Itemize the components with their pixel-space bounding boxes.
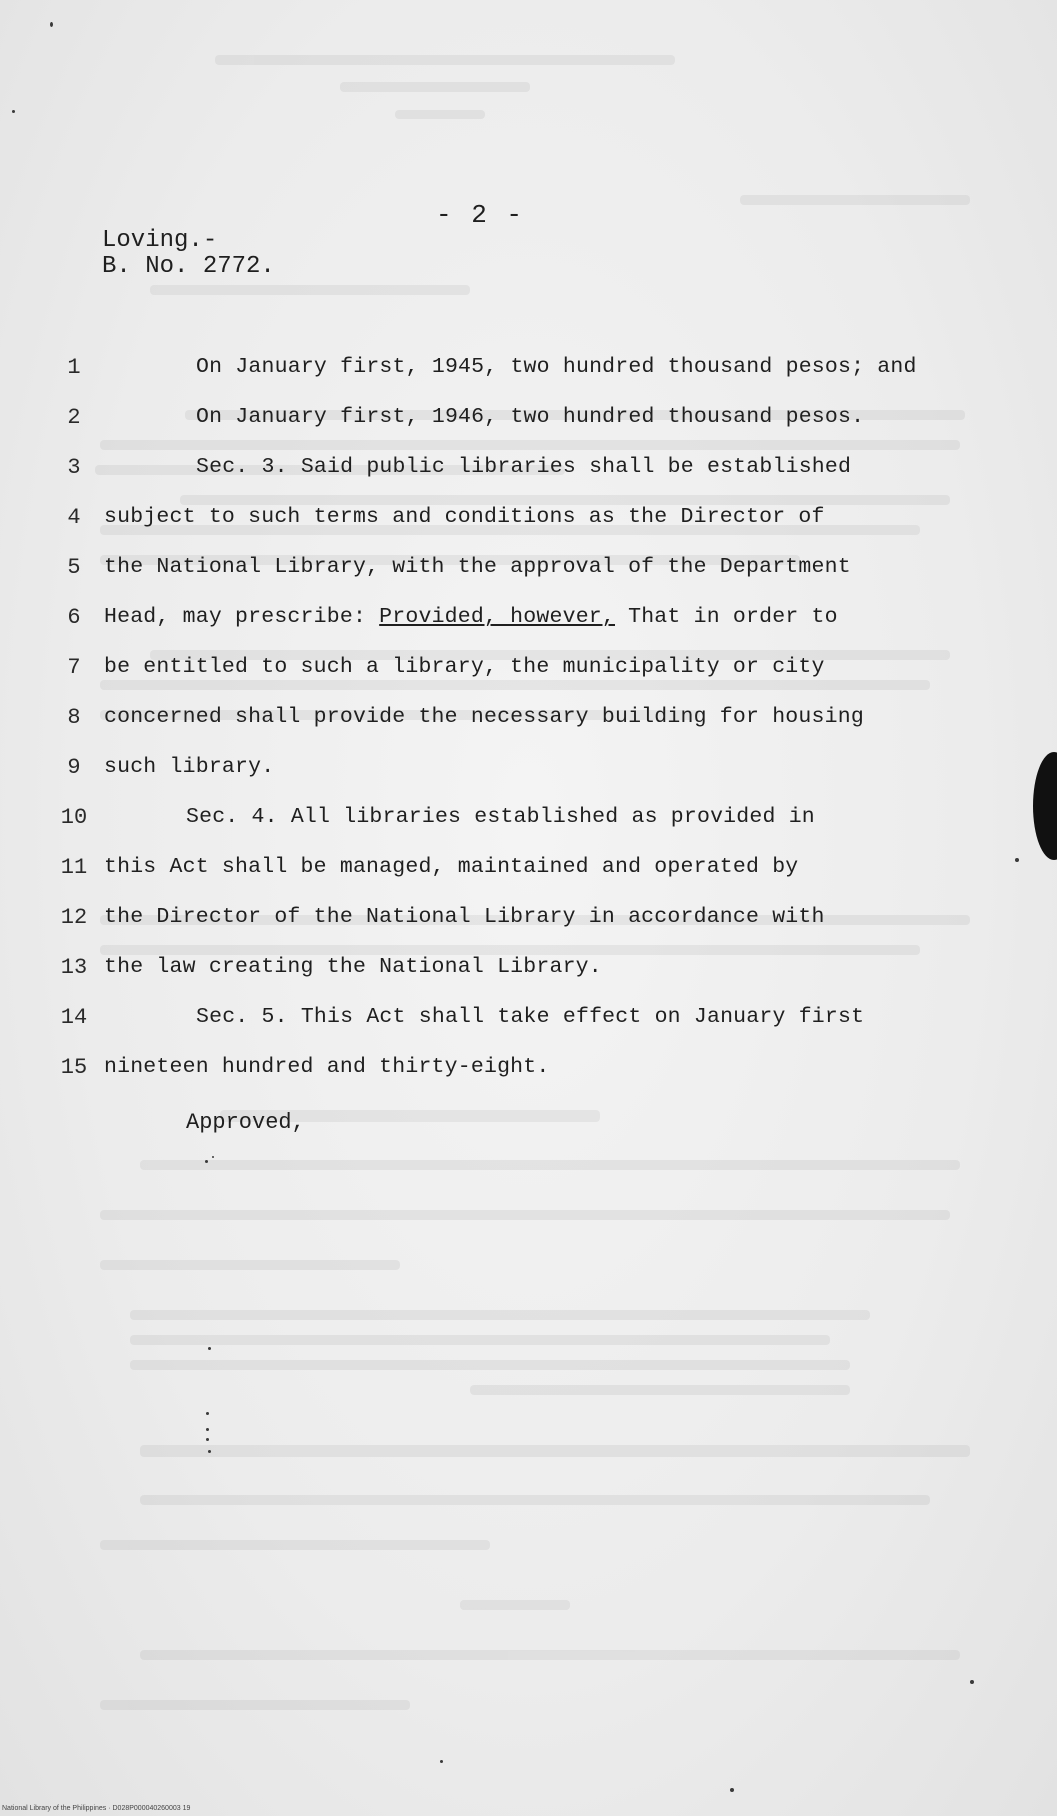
text-line	[0, 755, 1057, 795]
line-text: Sec. 3. Said public libraries shall be established	[196, 455, 852, 479]
text-line	[0, 955, 1057, 995]
speck	[206, 1428, 209, 1431]
line-number: 5	[67, 555, 81, 580]
speck	[730, 1788, 734, 1792]
text-line	[0, 555, 1057, 595]
line-text: On January first, 1946, two hundred thousand pesos.	[196, 405, 865, 429]
line-number: 9	[67, 755, 81, 780]
text-line	[0, 705, 1057, 745]
line-text: subject to such terms and conditions as the Director of	[104, 505, 825, 529]
line-number: 11	[60, 855, 88, 880]
line-text: nineteen hundred and thirty-eight.	[104, 1055, 550, 1079]
line-text: such library.	[104, 755, 275, 779]
line-text: the National Library, with the approval of the Department	[104, 555, 851, 579]
text-line	[0, 855, 1057, 895]
line-number: 8	[67, 705, 81, 730]
line-text: concerned shall provide the necessary building for housing	[104, 705, 864, 729]
text-line	[0, 605, 1057, 645]
line-text: the Director of the National Library in accordance with	[104, 905, 825, 929]
line-text: Head, may prescribe: Provided, however, That in order to	[104, 605, 838, 629]
archive-footer: National Library of the Philippines · D028P000040260003 19	[2, 1805, 191, 1812]
line-text: Sec. 5. This Act shall take effect on January first	[196, 1005, 865, 1029]
line-number: 13	[60, 955, 88, 980]
line-number: 2	[67, 405, 81, 430]
approved-closing: Approved,	[186, 1110, 305, 1135]
text-line	[0, 655, 1057, 695]
speck	[205, 1160, 208, 1163]
author-line: Loving.-	[102, 227, 218, 254]
line-number: 1	[67, 355, 81, 380]
line-number: 15	[60, 1055, 88, 1080]
speck	[440, 1760, 443, 1763]
line-text: the law creating the National Library.	[104, 955, 602, 979]
line-number: 10	[60, 805, 88, 830]
speck	[1015, 858, 1019, 862]
line-text: this Act shall be managed, maintained and operated by	[104, 855, 799, 879]
text-line	[0, 905, 1057, 945]
text-line	[0, 805, 1057, 845]
text-line	[0, 1005, 1057, 1045]
speck	[50, 22, 53, 27]
page-number: - 2 -	[436, 200, 525, 230]
line-number: 3	[67, 455, 81, 480]
text-line	[0, 355, 1057, 395]
text-line	[0, 1055, 1057, 1095]
text-line	[0, 405, 1057, 445]
line-text: Sec. 4. All libraries established as provided in	[186, 805, 815, 829]
line-text: On January first, 1945, two hundred thousand pesos; and	[196, 355, 917, 379]
speck	[12, 110, 15, 113]
bill-reference	[102, 228, 275, 280]
text-line	[0, 455, 1057, 495]
speck	[206, 1412, 209, 1415]
speck	[208, 1450, 211, 1453]
text-line	[0, 505, 1057, 545]
speck	[970, 1680, 974, 1684]
line-number: 12	[60, 905, 88, 930]
speck	[206, 1438, 209, 1441]
line-number: 4	[67, 505, 81, 530]
line-number: 6	[67, 605, 81, 630]
speck	[212, 1156, 214, 1158]
bill-number-line: B. No. 2772.	[102, 253, 275, 280]
speck	[208, 1347, 211, 1350]
line-number: 14	[60, 1005, 88, 1030]
proviso-underlined: Provided, however,	[379, 605, 615, 629]
line-number: 7	[67, 655, 81, 680]
line-text: be entitled to such a library, the municipality or city	[104, 655, 825, 679]
